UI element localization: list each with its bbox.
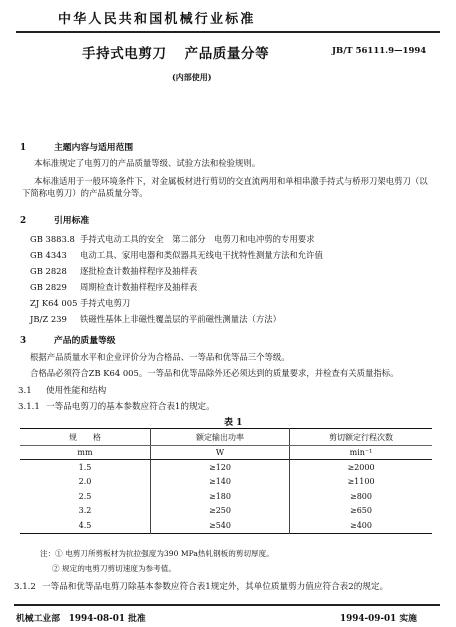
table-cell: ≥2000 [347,462,375,472]
subsection-title: 使用性能和结构 [46,386,107,396]
reference-code: GB 3883.8 [30,234,75,244]
footer-rule [14,604,440,606]
table-row [20,489,432,504]
unit-cell: min⁻¹ [290,446,433,460]
reference-item [30,233,315,245]
table-cell: ≥800 [350,491,372,501]
document-title [82,42,269,62]
reference-text: 手持式电剪刀 [80,298,131,308]
paragraph: 合格品必须符合ZB K64 005。一等品和优等品除外还必须达到的质量要求，并检查有关质量指标。 [30,368,399,378]
column-header: 剪切额定行程次数 [290,429,433,446]
unit-cell: W [151,446,290,460]
reference-text: 逐批检查计数抽样程序及抽样表 [80,266,198,276]
reference-text: 手持式电动工具的安全 第二部分 电剪刀和电冲剪的专用要求 [80,234,315,244]
table-cell: ≥1100 [347,477,375,487]
section-number: 2 [20,216,27,226]
subsection-title: 一等品电剪刀的基本参数应符合表1的规定。 [46,402,215,412]
reference-text: 电动工具、家用电器和类似器具无线电干扰特性测量方法和允许值 [80,250,323,260]
header-rule [16,31,440,33]
table-cell: ≥250 [151,504,290,519]
table-note: ② 规定的电剪刀剪切速度为参考值。 [52,564,176,573]
standard-header: 中华人民共和国机械行业标准 [58,12,256,27]
reference-code: ZJ K64 005 [30,298,78,308]
spec-table [20,428,432,534]
reference-item [30,297,130,309]
title-part-2: 产品质量分等 [184,46,270,62]
title-part-1: 手持式电剪刀 [82,46,167,62]
section-title: 产品的质量等级 [54,336,116,346]
standard-code: JB/T 56111.9—1994 [332,46,427,56]
reference-code: GB 4343 [30,250,67,260]
subsection-3-1-1 [18,400,215,412]
section-3-heading [20,333,116,346]
table-cell: ≥180 [151,489,290,504]
subsection-3-1-2 [14,580,388,592]
table-unit-row [20,446,432,460]
column-header: 规 格 [20,429,151,446]
reference-item [30,313,281,325]
section-number: 3 [20,336,27,346]
subsection-3-1 [18,384,106,396]
table-cell: ≥650 [350,506,372,516]
table-cell: ≥120 [151,460,290,475]
section-title: 主题内容与适用范围 [54,143,134,153]
reference-item [30,265,197,277]
section-1-heading [20,140,133,153]
section-number: 1 [20,143,27,153]
table-row [20,475,432,490]
table-row [20,518,432,533]
table-cell: 1.5 [20,460,151,475]
subsection-number: 3.1.2 [14,582,36,592]
paragraph: 本标准适用于一般环境条件下，对金属板材进行剪切的交直流两用和单相串激手持式与桥形刀架电剪刀（以下简称电剪刀）的产品质量分等。 [22,176,428,198]
table-cell: ≥540 [151,518,290,533]
table-row [20,504,432,519]
table-cell: ≥140 [151,475,290,490]
subsection-number: 3.1 [18,386,32,396]
table-cell: 4.5 [20,518,151,533]
reference-text: 周期检查计数抽样程序及抽样表 [80,282,198,292]
paragraph: 本标准规定了电剪刀的产品质量等级、试验方法和检验规则。 [34,158,261,168]
document-subtitle: (内部使用) [172,72,212,82]
reference-code: GB 2829 [30,282,67,292]
subsection-text: 一等品和优等品电剪刀除基本参数应符合表1规定外，其单位质量剪力值应符合表2的规定。 [42,582,389,592]
approval-date: 机械工业部 1994-08-01 批准 [16,614,146,624]
section-2-heading [20,213,89,226]
table-caption: 表 1 [224,418,243,428]
table-header-row [20,429,432,446]
reference-item [30,281,197,293]
table-cell: ≥400 [350,520,372,530]
reference-code: JB/Z 239 [30,314,67,324]
reference-text: 铁磁性基体上非磁性覆盖层的平前磁性测量法（方法） [80,314,281,324]
reference-code: GB 2828 [30,266,67,276]
reference-item [30,249,323,261]
table-note: 注：① 电剪刀所剪板材为抗拉强度为390 MPa热轧钢板的剪切厚度。 [40,549,274,558]
table-row [20,460,432,475]
column-header: 额定输出功率 [151,429,290,446]
paragraph: 根据产品质量水平和企业评价分为合格品、一等品和优等品三个等级。 [30,352,290,362]
table-cell: 2.0 [20,475,151,490]
subsection-number: 3.1.1 [18,402,40,412]
unit-cell: mm [20,446,151,460]
section-title: 引用标准 [54,216,90,226]
effective-date: 1994-09-01 实施 [340,614,417,624]
table-cell: 3.2 [20,504,151,519]
table-cell: 2.5 [20,489,151,504]
